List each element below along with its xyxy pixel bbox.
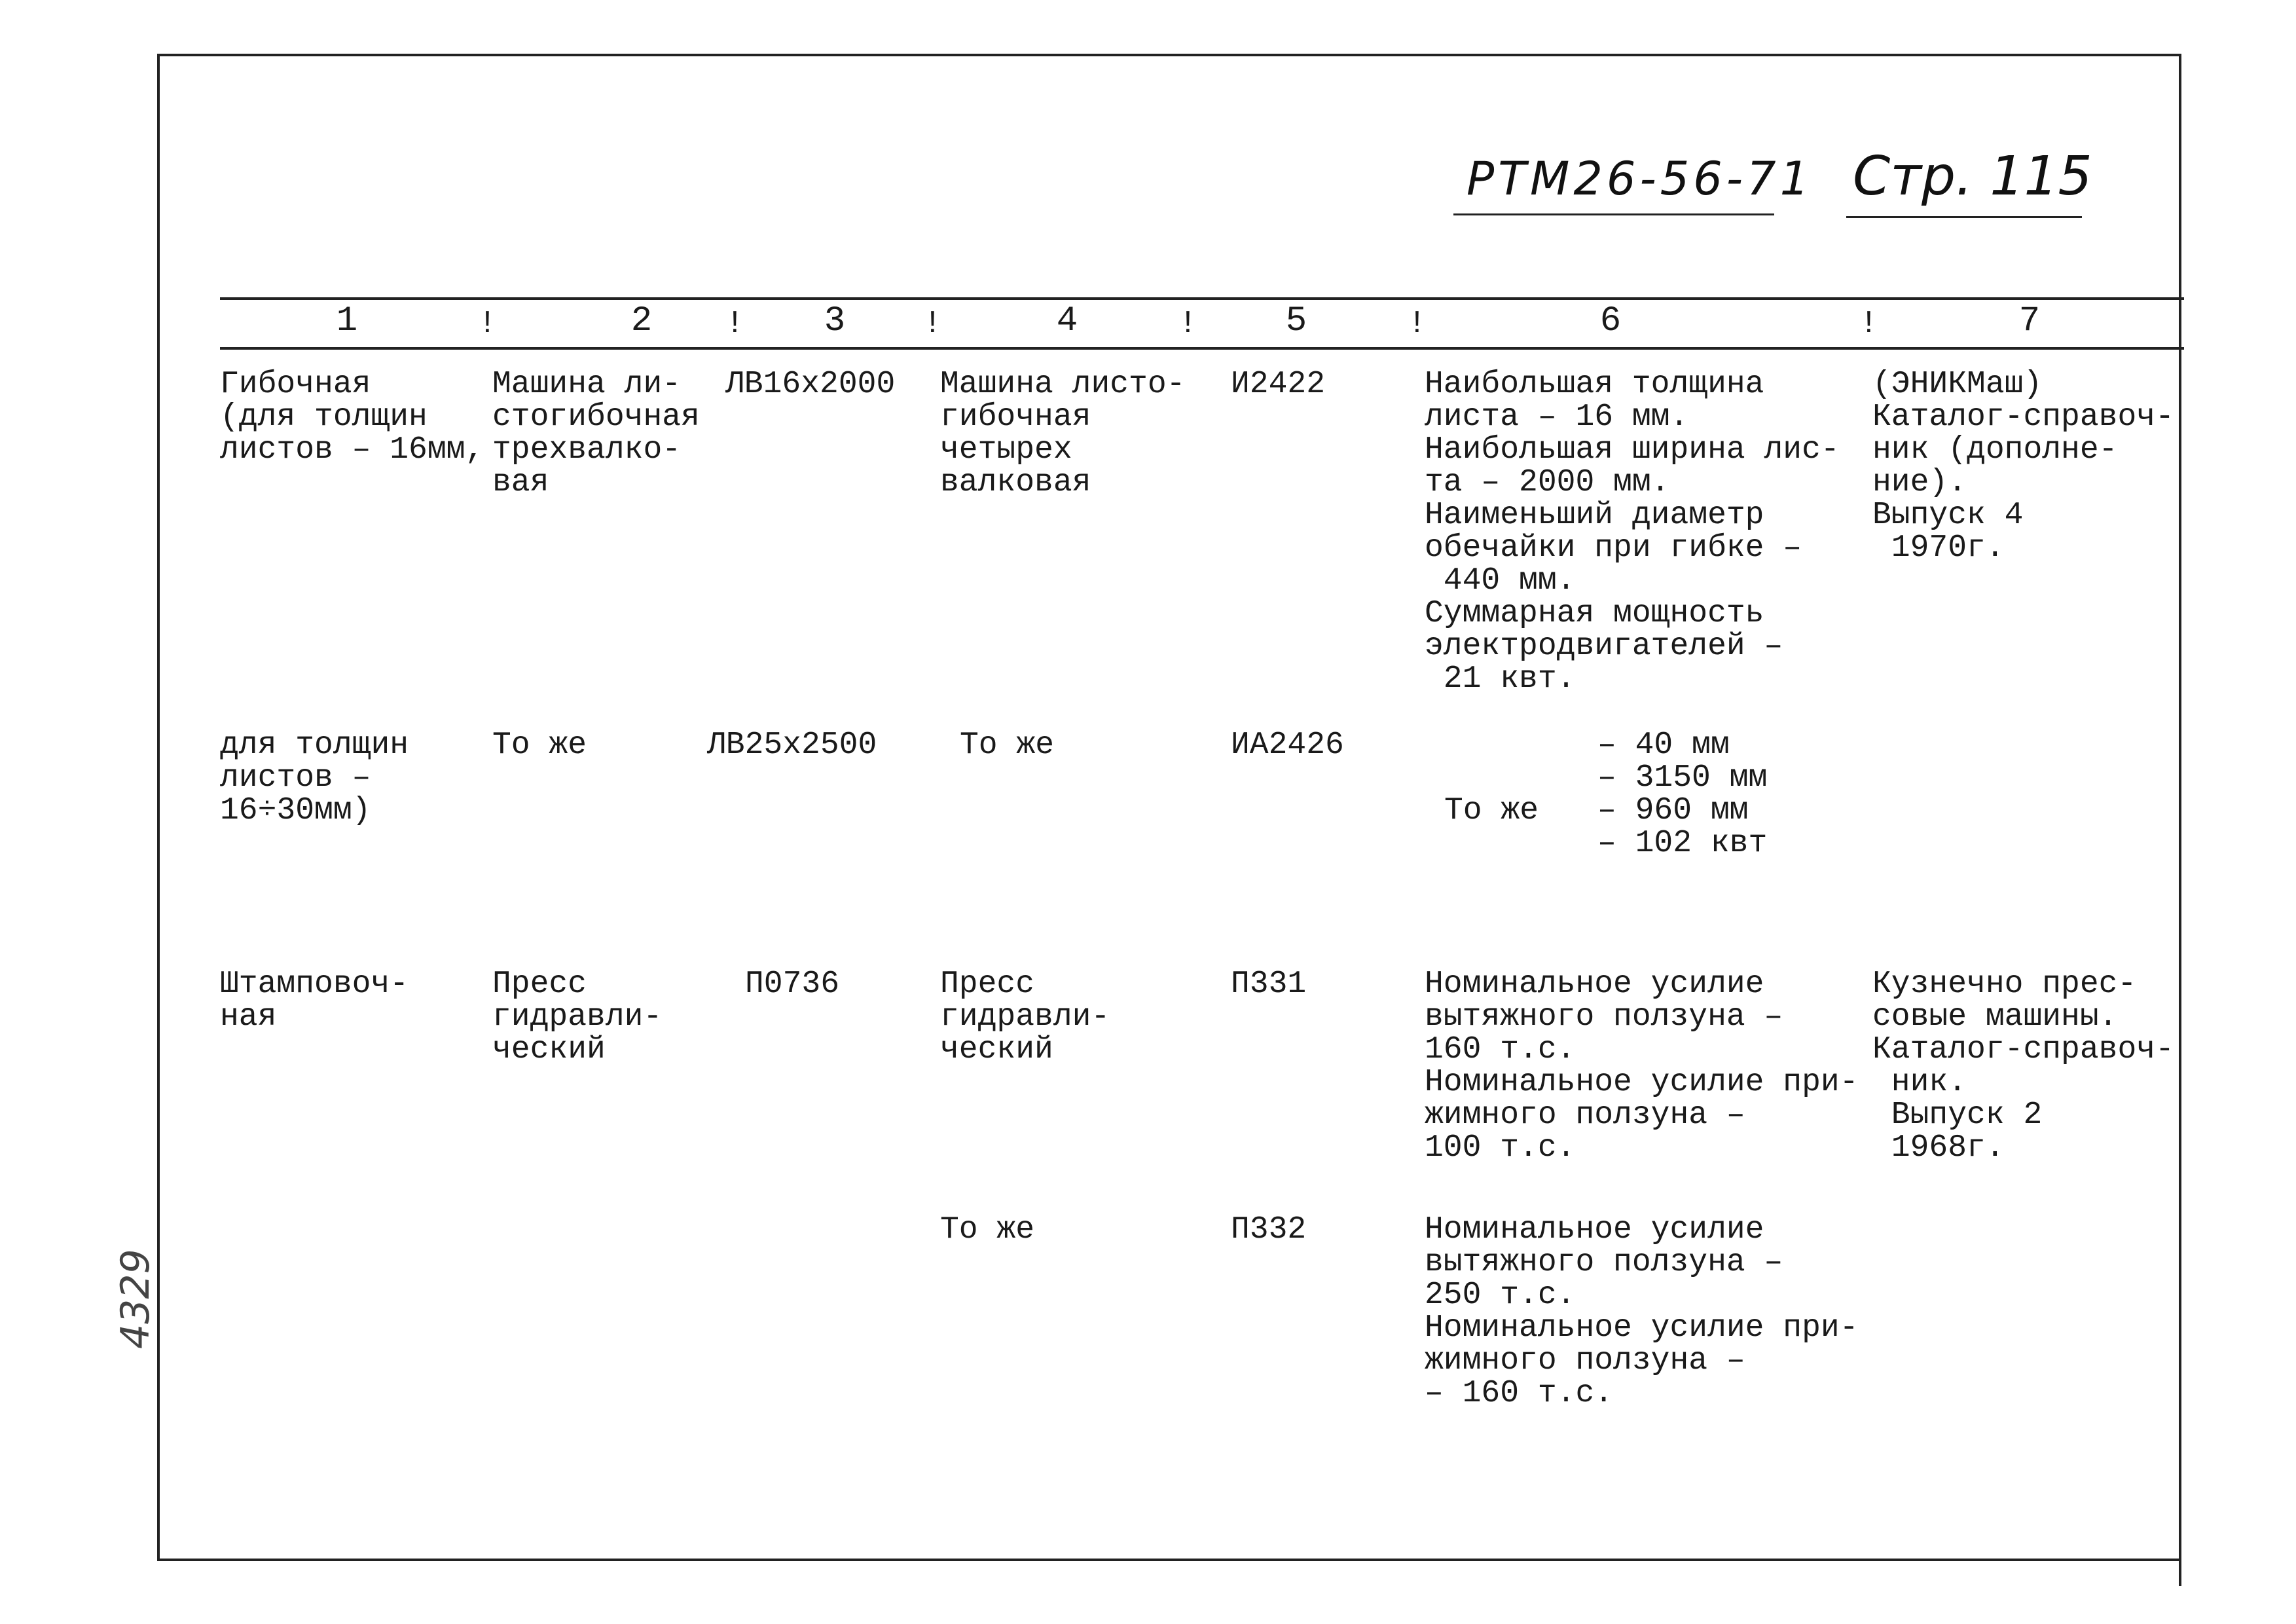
- page-frame-bottom: [157, 1559, 2181, 1561]
- column-header-7: 7: [2018, 301, 2041, 341]
- row3-equipment: Пресс гидравли- ческий: [492, 967, 663, 1067]
- table-header-rule: [220, 347, 2184, 350]
- row1-equipment: Машина ли- стогибочная трехвалко- вая: [492, 367, 700, 500]
- row2-model: ЛВ25х2500: [707, 728, 877, 763]
- page-frame-top: [157, 54, 2181, 56]
- column-header-5: 5: [1285, 301, 1307, 341]
- column-header-2: 2: [630, 301, 653, 341]
- column-header-6: 6: [1599, 301, 1622, 341]
- row3-analog-equipment: Пресс гидравли- ческий: [940, 967, 1110, 1067]
- column-separator: !: [1408, 306, 1427, 342]
- row3-analog-model: П331: [1231, 967, 1307, 1002]
- page-number-underline: [1846, 216, 2082, 218]
- page-frame-right: [2179, 54, 2181, 1586]
- row2-specs-ditto: То же: [1444, 793, 1539, 828]
- row1-analog-equipment: Машина листо- гибочная четырех валковая: [940, 367, 1186, 500]
- row4-analog-model: П332: [1231, 1212, 1307, 1247]
- table-top-rule: [220, 297, 2184, 300]
- row1-operation: Гибочная (для толщин листов – 16мм,: [220, 367, 484, 468]
- column-header-1: 1: [336, 301, 358, 341]
- row1-analog-model: И2422: [1231, 367, 1326, 402]
- row3-operation: Штамповоч- ная: [220, 967, 409, 1035]
- column-separator: !: [923, 306, 942, 342]
- row2-operation: для толщин листов – 16÷30мм): [220, 728, 409, 828]
- row1-model: ЛВ16х2000: [725, 367, 896, 402]
- row2-analog-equipment: То же: [960, 728, 1055, 763]
- row1-specs: Наибольшая толщина листа – 16 мм. Наибольшая ширина лис- та – 2000 мм. Наименьший диаметр обечайки при гибке – 440 мм. Суммарная мощность электродвигателей – 21 квт.: [1425, 367, 1840, 697]
- column-header-3: 3: [824, 301, 846, 341]
- column-separator: !: [1178, 306, 1197, 342]
- row3-specs: Номинальное усилие вытяжного ползуна – 160 т.с. Номинальное усилие при- жимного ползуна – 100 т.с.: [1425, 967, 1859, 1166]
- margin-inventory-number: 4329: [113, 1249, 158, 1349]
- column-separator: !: [725, 306, 744, 342]
- row4-analog-equipment: То же: [940, 1212, 1035, 1247]
- row2-equipment: То же: [492, 728, 587, 763]
- document-code: РТМ26-56-71: [1467, 152, 1813, 206]
- column-separator: !: [1859, 306, 1878, 342]
- page-number: Стр. 115: [1853, 145, 2092, 208]
- column-header-4: 4: [1056, 301, 1078, 341]
- column-separator: !: [478, 306, 497, 342]
- row2-specs-values: – 40 мм – 3150 мм – 960 мм – 102 квт: [1597, 728, 1768, 861]
- row3-source: Кузнечно прес- совые машины. Каталог-справоч- ник. Выпуск 2 1968г.: [1872, 967, 2174, 1166]
- row3-model: П0736: [745, 967, 840, 1002]
- row4-specs: Номинальное усилие вытяжного ползуна – 250 т.с. Номинальное усилие при- жимного ползуна – – 160 т.с.: [1425, 1212, 1859, 1411]
- row1-source: (ЭНИКМаш) Каталог-справоч- ник (дополне- ние). Выпуск 4 1970г.: [1872, 367, 2174, 566]
- row2-analog-model: ИА2426: [1231, 728, 1344, 763]
- document-code-underline: [1453, 213, 1774, 215]
